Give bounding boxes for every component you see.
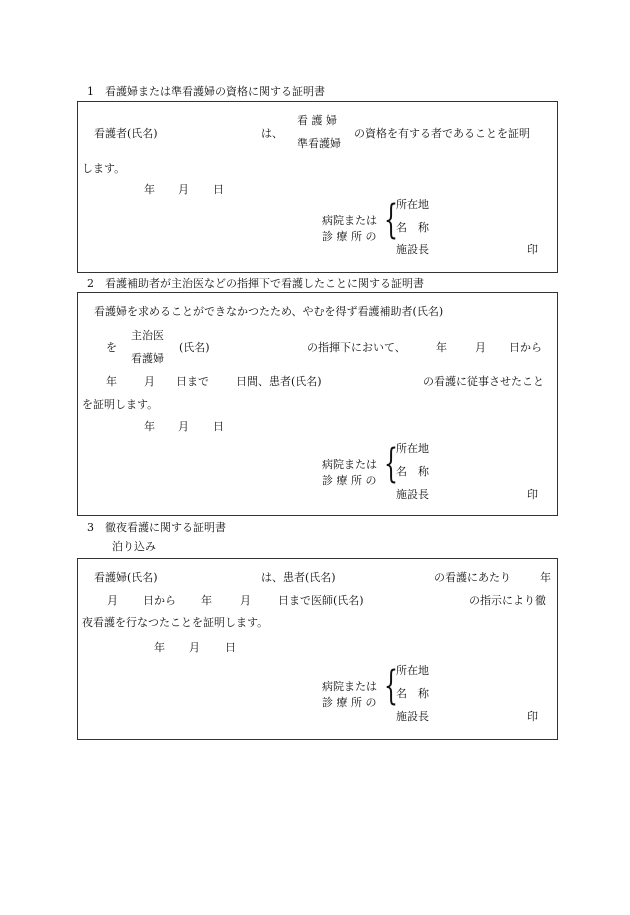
s2-head-label: 施設長: [396, 488, 429, 501]
s1-kangofu: 看 護 婦: [297, 114, 337, 127]
s3-start-month: 月: [107, 594, 118, 607]
s2-hospital-label1: 病院または: [322, 458, 377, 471]
s2-shujii: 主治医: [131, 329, 164, 342]
s2-end-month: 月: [144, 375, 155, 388]
s2-date-year: 年: [144, 420, 155, 433]
s3-date-day: 日: [225, 641, 236, 654]
s3-address-label: 所在地: [396, 664, 429, 677]
s3-start-day: 日から: [143, 594, 176, 607]
s3-end-year: 年: [201, 594, 212, 607]
s1-nurse-name-label: 看護者(氏名): [94, 127, 158, 140]
s1-brace: {: [384, 197, 398, 243]
s2-brace: {: [384, 441, 398, 487]
s1-name-label: 名 称: [396, 221, 429, 234]
s2-address-label: 所在地: [396, 442, 429, 455]
section2-heading: 2 看護補助者が主治医などの指揮下で看護したことに関する証明書: [87, 277, 424, 290]
s3-hospital-label2: 診 療 所 の: [322, 696, 377, 709]
s1-wa: は、: [261, 127, 283, 140]
s2-end-day: 日まで: [176, 375, 209, 388]
s1-shikaku-text: の資格を有する者であることを証明: [354, 127, 530, 140]
s2-wo: を: [106, 341, 117, 354]
section3-subheading: 泊り込み: [112, 540, 156, 553]
s3-doctor-name: 日まで医師(氏名): [278, 594, 364, 607]
s2-shiki: の指揮下において、: [307, 341, 406, 354]
s2-seal: 印: [527, 488, 538, 501]
s3-nurse-name: 看護婦(氏名): [94, 571, 158, 584]
s3-brace: {: [384, 663, 398, 709]
s1-head-label: 施設長: [396, 243, 429, 256]
s2-name-label: 名 称: [396, 465, 429, 478]
s2-end-year: 年: [106, 375, 117, 388]
s3-patient-name: は、患者(氏名): [261, 571, 336, 584]
s3-line3: 夜看護を行なつたことを証明します。: [82, 616, 269, 629]
s3-date-year: 年: [154, 641, 165, 654]
s1-seal: 印: [527, 243, 538, 256]
s3-name-label: 名 称: [396, 687, 429, 700]
s2-line1: 看護婦を求めることができなかつたため、やむを得ず看護補助者(氏名): [94, 305, 444, 318]
s2-days-patient: 日間、患者(氏名): [236, 375, 322, 388]
s1-shimasu: します。: [82, 162, 126, 175]
s2-date-day: 日: [213, 420, 224, 433]
s3-end-month: 月: [240, 594, 251, 607]
s2-hospital-label2: 診 療 所 の: [322, 474, 377, 487]
s2-date-month: 月: [178, 420, 189, 433]
s1-hospital-label1: 病院または: [322, 214, 377, 227]
s1-address-label: 所在地: [396, 198, 429, 211]
section3-heading: 3 徹夜看護に関する証明書: [87, 521, 226, 534]
s3-seal: 印: [527, 710, 538, 723]
section3-box: [77, 558, 558, 740]
s3-start-year: 年: [540, 571, 551, 584]
s2-shomei: を証明します。: [82, 398, 159, 411]
s2-juji: の看護に従事させたこと: [423, 375, 544, 388]
s3-date-month: 月: [189, 641, 200, 654]
s3-head-label: 施設長: [396, 710, 429, 723]
s3-hospital-label1: 病院または: [322, 680, 377, 693]
s2-shimei: (氏名): [179, 341, 210, 354]
s2-kangofu: 看護婦: [131, 352, 164, 365]
s3-shiji: の指示により徹: [469, 594, 546, 607]
s2-start-month: 月: [475, 341, 486, 354]
s1-date-day: 日: [213, 183, 224, 196]
s1-date-month: 月: [178, 183, 189, 196]
section1-heading: 1 看護婦または準看護婦の資格に関する証明書: [87, 85, 325, 98]
s1-hospital-label2: 診 療 所 の: [322, 230, 377, 243]
s1-date-year: 年: [144, 183, 155, 196]
s2-start-year: 年: [436, 341, 447, 354]
s2-start-day: 日から: [509, 341, 542, 354]
s3-kango-atari: の看護にあたり: [434, 571, 511, 584]
s1-junkangofu: 準看護婦: [297, 137, 341, 150]
